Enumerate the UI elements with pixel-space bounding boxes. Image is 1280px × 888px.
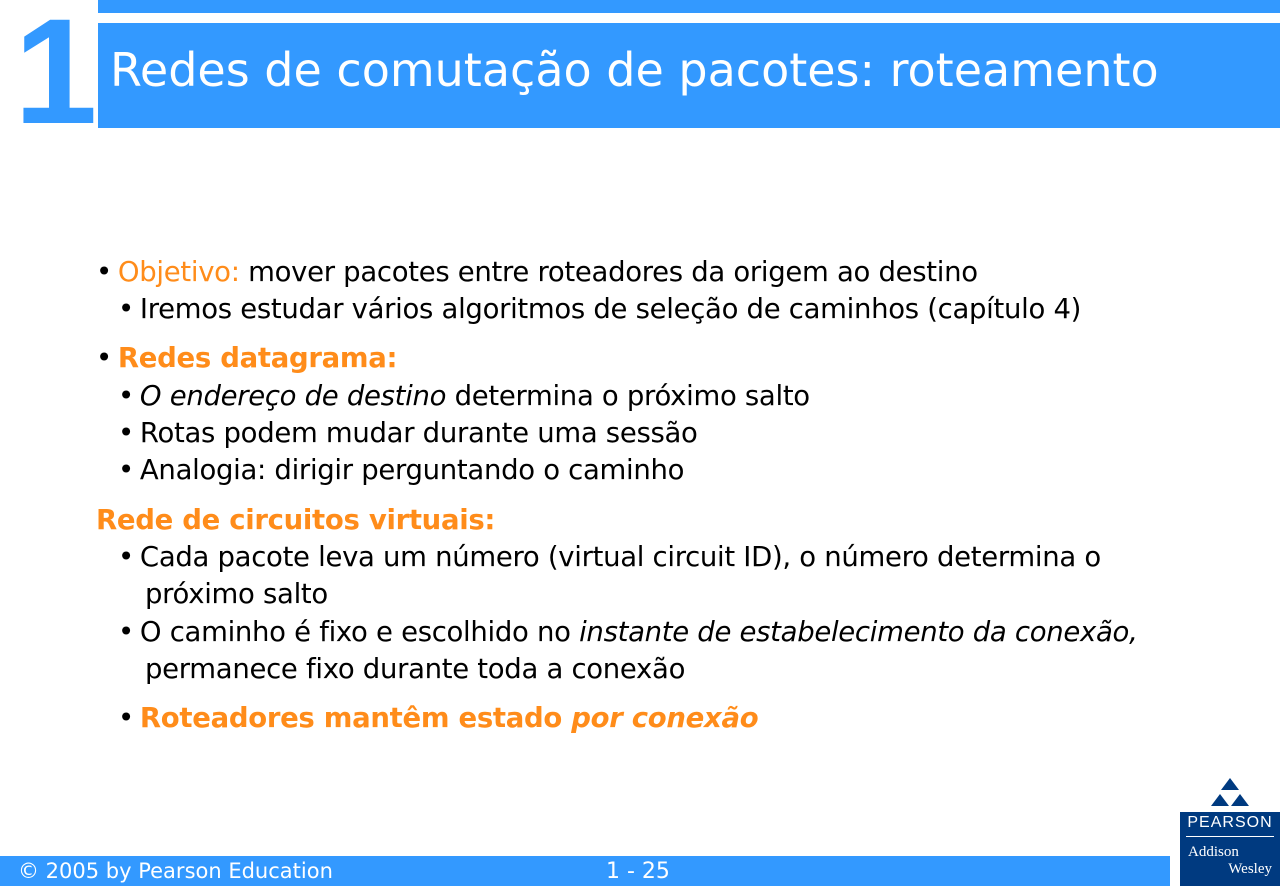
- vc-item-2-cont: [145, 651, 685, 687]
- datagram-item-3-text: Analogia: dirigir perguntando o caminho: [139, 454, 685, 486]
- vc-label: Rede de circuitos virtuais:: [96, 504, 496, 536]
- goal-label: Objetivo:: [117, 256, 240, 288]
- pearson-triangle-icon: [1180, 776, 1280, 812]
- logo-imprint-line-1: Addison: [1188, 844, 1239, 860]
- logo-divider: [1186, 836, 1274, 837]
- goal-text: mover pacotes entre roteadores da origem ao destino: [239, 256, 978, 288]
- bullet-dot: •: [118, 541, 134, 573]
- datagram-item-2: [118, 415, 698, 451]
- vc-heading: [96, 502, 495, 538]
- datagram-item-1-text: determina o próximo salto: [446, 380, 810, 412]
- vc-item-1: [118, 539, 1101, 575]
- page-number: 1 - 25: [606, 859, 670, 884]
- vc-item-3: [118, 700, 758, 736]
- vc-item-3-bold-italic: por conexão: [571, 702, 759, 734]
- bullet-dot: •: [118, 454, 134, 486]
- bullet-goal-sub: [118, 291, 1081, 327]
- vc-item-1-line-1: Cada pacote leva um número (virtual circuit ID), o número determina o: [139, 541, 1101, 573]
- bullet-dot: •: [118, 702, 134, 734]
- bullet-dot: •: [96, 342, 112, 374]
- vc-item-3-bold: Roteadores mantêm estado: [139, 702, 572, 734]
- datagram-item-3: [118, 452, 684, 488]
- vc-item-1-cont: [145, 576, 328, 612]
- vc-item-2-line-2: permanece fixo durante toda a conexão: [145, 653, 686, 685]
- publisher-logo: [1180, 776, 1280, 886]
- bullet-goal: [96, 254, 978, 290]
- vc-item-2: [118, 614, 1138, 650]
- logo-imprint-line-2: Wesley: [1228, 861, 1272, 877]
- bullet-datagram: [96, 340, 397, 376]
- bullet-dot: •: [118, 293, 134, 325]
- goal-sub-text: Iremos estudar vários algoritmos de seleção de caminhos (capítulo 4): [139, 293, 1082, 325]
- top-stripe: [98, 0, 1280, 13]
- footer-copyright: © 2005 by Pearson Education: [18, 859, 333, 883]
- logo-brand: PEARSON: [1187, 814, 1273, 831]
- bullet-dot: •: [96, 256, 112, 288]
- chapter-number: 1: [14, 0, 98, 155]
- bullet-dot: •: [118, 417, 134, 449]
- vc-item-1-line-2: próximo salto: [145, 578, 328, 610]
- bullet-dot: •: [118, 616, 134, 648]
- vc-item-2-start: O caminho é fixo e escolhido no: [139, 616, 580, 648]
- datagram-item-2-text: Rotas podem mudar durante uma sessão: [139, 417, 698, 449]
- bullet-dot: •: [118, 380, 134, 412]
- vc-item-2-italic: instante de estabelecimento da conexão,: [579, 616, 1138, 648]
- datagram-label: Redes datagrama:: [117, 342, 398, 374]
- datagram-item-1: [118, 378, 810, 414]
- slide-title: Redes de comutação de pacotes: roteamento: [110, 43, 1159, 97]
- datagram-item-1-italic: O endereço de destino: [139, 380, 447, 412]
